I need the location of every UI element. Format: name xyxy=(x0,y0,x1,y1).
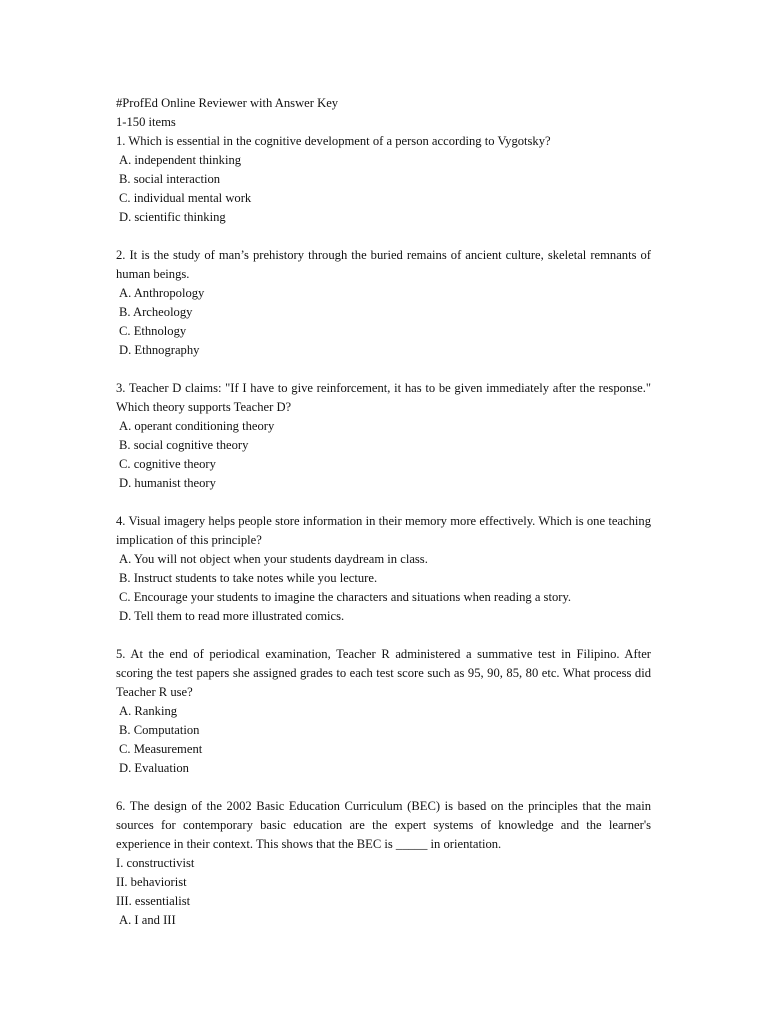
answer-option: B. Archeology xyxy=(119,305,193,319)
question-stem: 6. The design of the 2002 Basic Education Curriculum (BEC) is based on the principles that the main sources for contemporary basic education are the expert systems of knowledge and the learner's experience in their context. This shows that the BEC is _____ in orientation. xyxy=(116,799,651,851)
answer-option: C. Measurement xyxy=(119,742,203,756)
document-page xyxy=(116,94,651,930)
document-title: #ProfEd Online Reviewer with Answer Key xyxy=(116,96,339,110)
answer-option: B. Computation xyxy=(119,723,200,737)
question-block xyxy=(116,512,651,626)
question-spacer xyxy=(116,778,651,797)
answer-option: A. operant conditioning theory xyxy=(119,419,275,433)
question-block xyxy=(116,379,651,493)
answer-option: C. Ethnology xyxy=(119,324,187,338)
question-block xyxy=(116,132,651,227)
answer-option: D. humanist theory xyxy=(119,476,216,490)
answer-option: D. Ethnography xyxy=(119,343,200,357)
question-spacer xyxy=(116,493,651,512)
question-stem: 2. It is the study of man’s prehistory through the buried remains of ancient culture, skeletal remnants of human beings. xyxy=(116,248,651,281)
answer-option: C. Encourage your students to imagine the characters and situations when reading a story. xyxy=(119,590,572,604)
question-stem: 5. At the end of periodical examination, Teacher R administered a summative test in Filipino. After scoring the test papers she assigned grades to each test score such as 95, 90, 85, 80 etc. What process did Teacher R use? xyxy=(116,647,651,699)
question-stem: 3. Teacher D claims: "If I have to give reinforcement, it has to be given immediately after the response." Which theory supports Teacher D? xyxy=(116,381,651,414)
question-spacer xyxy=(116,227,651,246)
answer-option: D. scientific thinking xyxy=(119,210,226,224)
answer-option: B. social cognitive theory xyxy=(119,438,249,452)
answer-option: C. individual mental work xyxy=(119,191,252,205)
answer-option: A. independent thinking xyxy=(119,153,242,167)
answer-option: A. Anthropology xyxy=(119,286,205,300)
question-block xyxy=(116,246,651,360)
answer-option: A. You will not object when your students daydream in class. xyxy=(119,552,428,566)
question-block xyxy=(116,797,651,930)
question-spacer xyxy=(116,360,651,379)
question-spacer xyxy=(116,626,651,645)
question-list xyxy=(116,132,651,930)
question-item: I. constructivist xyxy=(116,856,195,870)
question-stem: 4. Visual imagery helps people store information in their memory more effectively. Which is one teaching implication of this principle? xyxy=(116,514,651,547)
answer-option: B. social interaction xyxy=(119,172,221,186)
answer-option: D. Tell them to read more illustrated comics. xyxy=(119,609,345,623)
question-item: III. essentialist xyxy=(116,894,191,908)
answer-option: A. I and III xyxy=(119,913,176,927)
answer-option: A. Ranking xyxy=(119,704,178,718)
question-block xyxy=(116,645,651,778)
question-item: II. behaviorist xyxy=(116,875,187,889)
answer-option: D. Evaluation xyxy=(119,761,189,775)
answer-option: C. cognitive theory xyxy=(119,457,216,471)
question-stem: 1. Which is essential in the cognitive development of a person according to Vygotsky? xyxy=(116,134,551,148)
document-subtitle: 1-150 items xyxy=(116,115,176,129)
answer-option: B. Instruct students to take notes while you lecture. xyxy=(119,571,378,585)
